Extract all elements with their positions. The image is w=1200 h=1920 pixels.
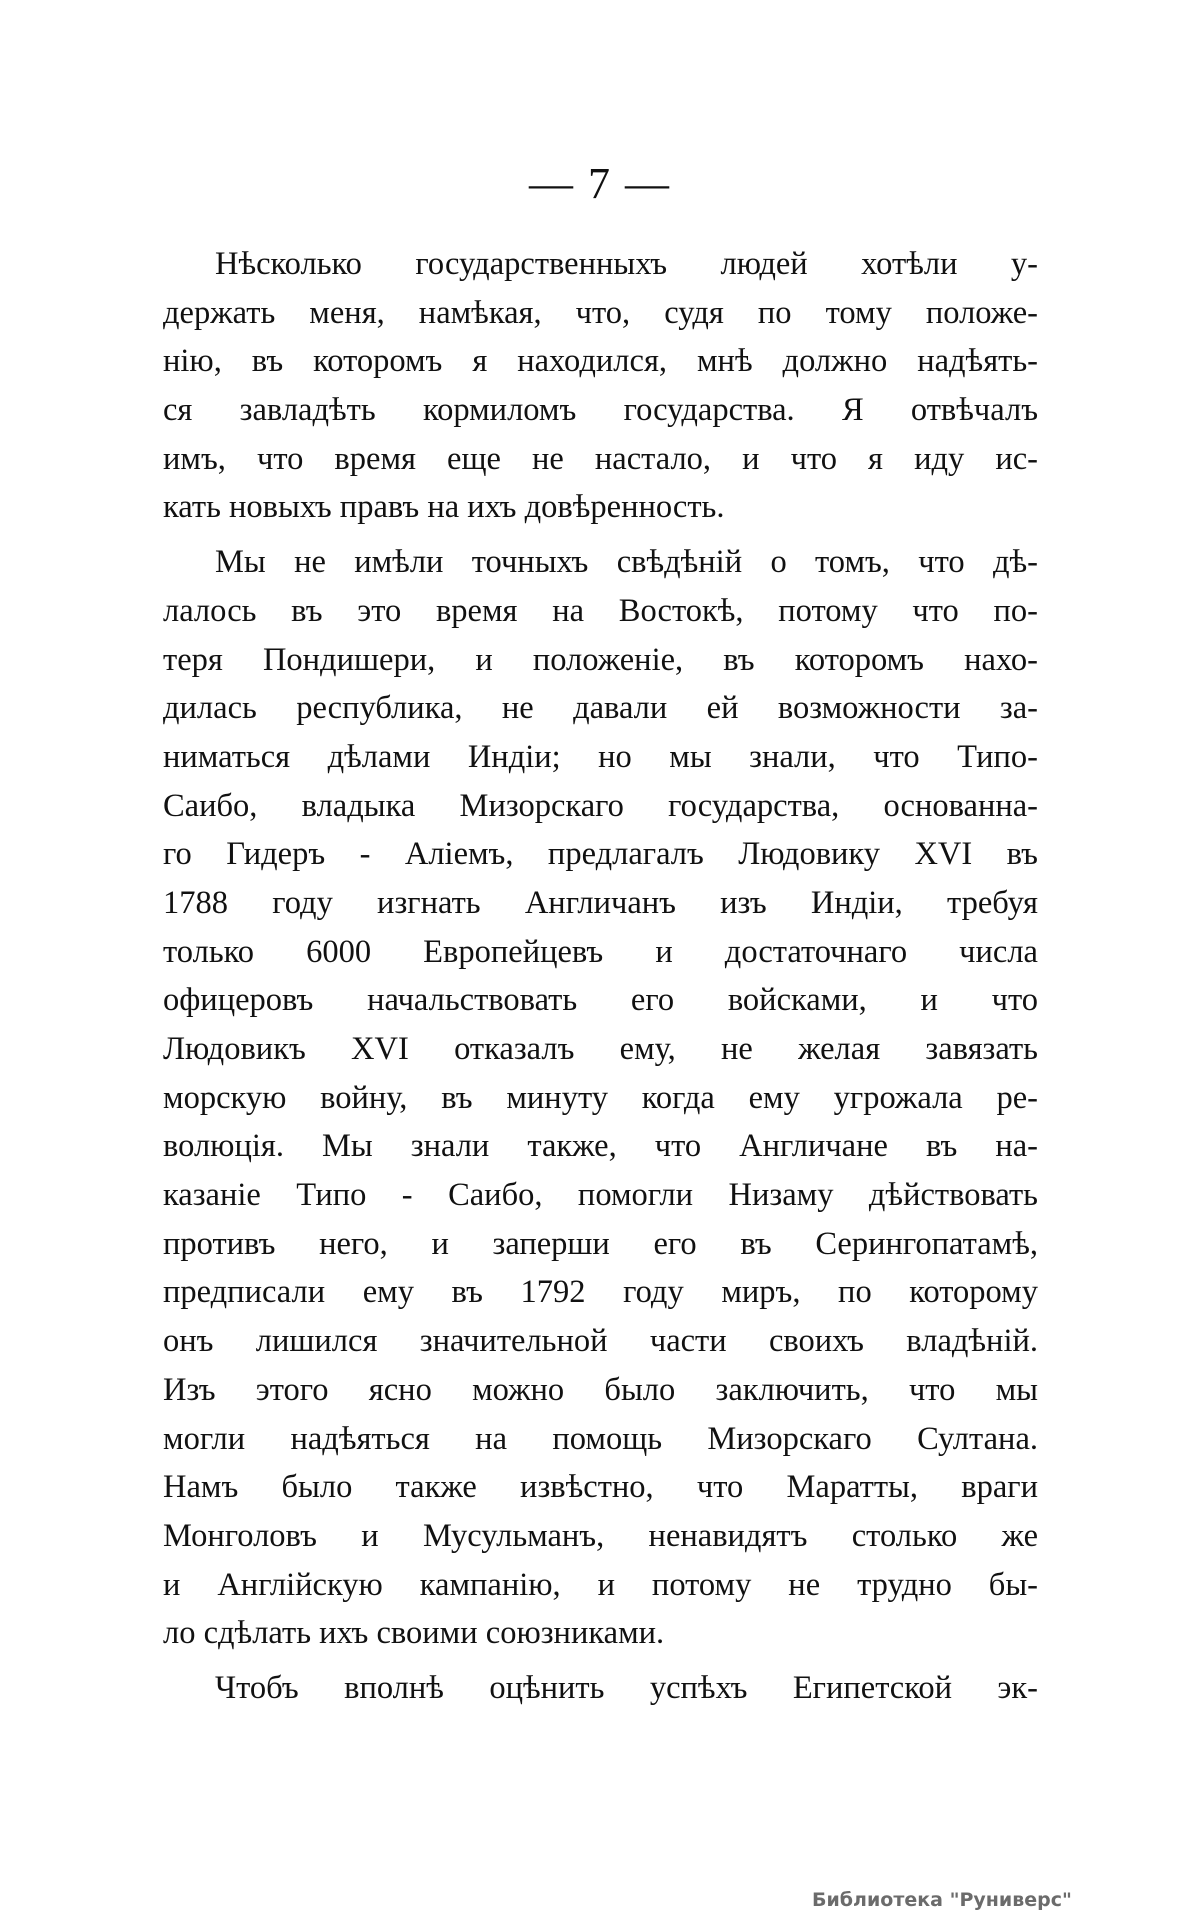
text-line: офицеровъ начальствовать его войсками, и что <box>163 982 1038 1019</box>
text-line: дилась республика, не давали ей возможности за- <box>163 690 1038 727</box>
text-line: Нѣсколько государственныхъ людей хотѣли у- <box>215 246 1038 282</box>
text-line: волюція. Мы знали также, что Англичане въ на- <box>163 1128 1038 1165</box>
text-line: Мы не имѣли точныхъ свѣдѣній о томъ, что дѣ- <box>215 544 1038 581</box>
text-line: имъ, что время еще не настало, и что я иду ис- <box>163 440 1038 477</box>
library-watermark: Библиотека "Руниверс" <box>812 1889 1072 1911</box>
text-line: теря Пондишери, и положеніе, въ которомъ нахо- <box>163 641 1038 678</box>
page-number: — 7 — <box>529 159 671 208</box>
text-line: онъ лишился значительной части своихъ владѣній. <box>163 1323 1038 1360</box>
text-line: ся завладѣть кормиломъ государства. Я отвѣчалъ <box>163 392 1038 429</box>
text-line: лалось въ это время на Востокѣ, потому что по- <box>163 592 1038 629</box>
text-line: Монголовъ и Мусульманъ, ненавидятъ столько же <box>163 1517 1038 1554</box>
text-line: 1788 году изгнать Англичанъ изъ Индіи, требуя <box>163 884 1038 921</box>
text-line: Намъ было также извѣстно, что Маратты, враги <box>163 1469 1038 1506</box>
text-line: только 6000 Европейцевъ и достаточнаго числа <box>163 933 1038 970</box>
text-line: го Гидеръ - Аліемъ, предлагалъ Людовику XVI въ <box>163 836 1038 873</box>
text-line: Саибо, владыка Мизорскаго государства, основанна- <box>163 787 1038 824</box>
text-line: и Англійскую кампанію, и потому не трудно бы- <box>163 1566 1038 1603</box>
text-line: Людовикъ XVI отказалъ ему, не желая завязать <box>163 1031 1038 1067</box>
text-line: могли надѣяться на помощь Мизорскаго Султана. <box>163 1420 1038 1457</box>
text-line: Чтобъ вполнѣ оцѣнить успѣхъ Египетской эк- <box>215 1669 1038 1706</box>
text-line: морскую войну, въ минуту когда ему угрожала ре- <box>163 1079 1038 1116</box>
text-line: держать меня, намѣкая, что, судя по тому положе- <box>163 294 1038 331</box>
text-line: противъ него, и заперши его въ Серингопатамѣ, <box>163 1225 1038 1262</box>
body-text <box>163 240 1038 1713</box>
text-line: ло сдѣлать ихъ своими союзниками. <box>163 1615 665 1652</box>
text-line: ниматься дѣлами Индіи; но мы знали, что Типо- <box>163 738 1038 775</box>
text-line: казаніе Типо - Саибо, помогли Низаму дѣйствовать <box>163 1177 1038 1214</box>
text-line: Изъ этого ясно можно было заключить, что мы <box>163 1371 1038 1408</box>
text-line: предписали ему въ 1792 году миръ, по которому <box>163 1274 1038 1311</box>
text-line: нію, въ которомъ я находился, мнѣ должно надѣять- <box>163 343 1038 380</box>
text-line: кать новыхъ правъ на ихъ довѣренность. <box>163 489 725 526</box>
